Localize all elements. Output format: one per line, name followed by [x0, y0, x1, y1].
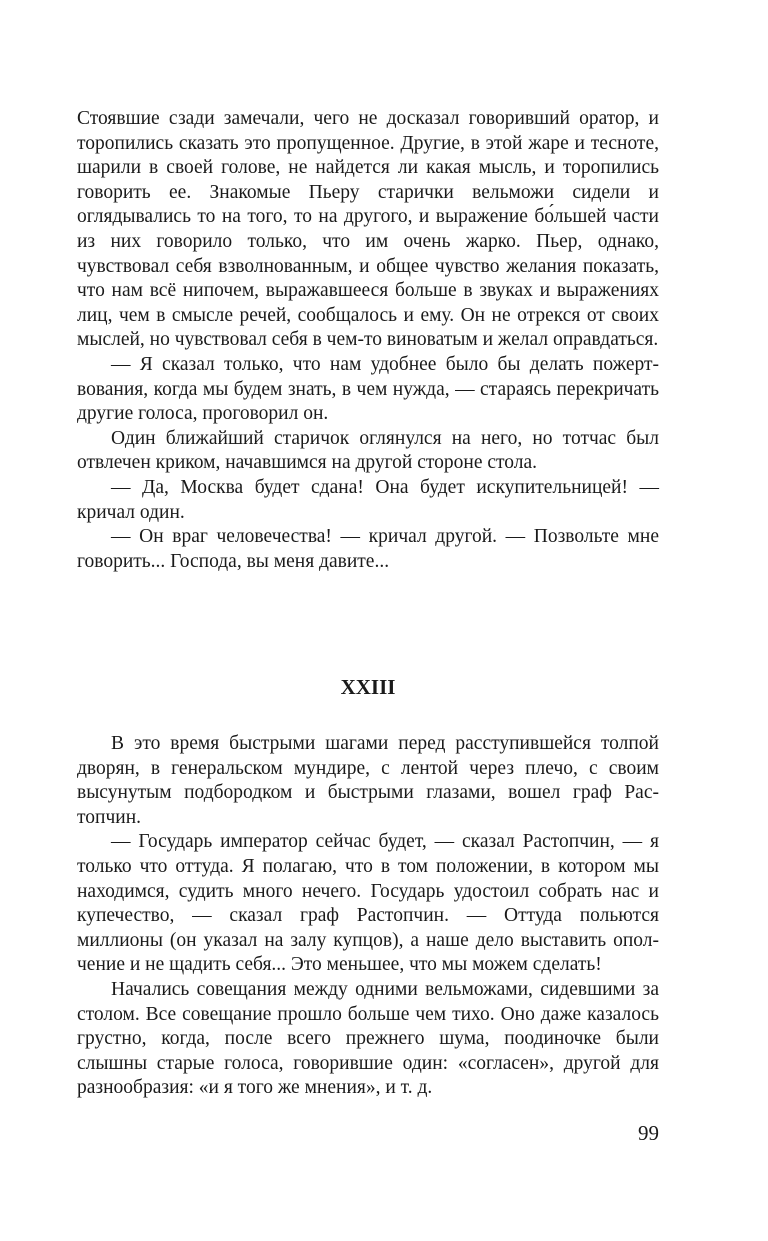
page-body — [77, 107, 659, 1099]
paragraph: Стоявшие сзади замечали, чего не досказал говоривший оратор, и торопились сказать это пропущенное. Другие, в этой жаре и тесноте, шарили в своей голове, не найдется ли какая мысль, и торопились говорить ее. Знакомые Пьеру старички вельможи сидели и оглядывались то на того, то на другого, и выражение бо́льшей части из них говорило только, что им очень жарко. Пьер, однако, чувствовал себя взволнованным, и общее чувство желания показать, что нам всё нипочем, выражавшееся больше в звуках и выражениях лиц, чем в смысле речей, сообщалось и ему. Он не отрекся от своих мыслей, но чувствовал себя в чем-то виноватым и желал оправдаться. — [77, 108, 659, 351]
paragraph: В это время быстрыми шагами перед расступившейся толпой дворян, в генеральском мундире, с лентой через плечо, с своим высунутым подбородком и быстрыми глазами, вошел граф Растопчин. — [77, 733, 659, 828]
paragraph: — Да, Москва будет сдана! Она будет искупительницей! — кричал один. — [77, 476, 659, 523]
paragraph: Начались совещания между одними вельможами, сидевшими за столом. Все совещание прошло больше чем тихо. Оно даже казалось грустно, когда, после всего прежнего шума, поодиночке были слышны старые голоса, говорившие один: «согласен», другой для разнообразия: «и я того же мнения», и т. д. — [77, 978, 659, 1099]
paragraph: Один ближайший старичок оглянулся на него, но тотчас был отвлечен криком, начавшимся на другой стороне стола. — [77, 427, 659, 474]
text-section-2 — [77, 732, 659, 1101]
page-number: 99 — [638, 1121, 659, 1145]
paragraph: — Государь император сейчас будет, — сказал Растопчин, — я только что оттуда. Я полагаю, что в том положении, в котором мы находимся, судить много нечего. Государь удостоил собрать нас и купечество, — сказал граф Растопчин. — Оттуда польются миллионы (он указал на залу купцов), а наше дело выставить ополчение и не щадить себя... Это меньшее, что мы можем сделать! — [77, 831, 659, 976]
chapter-title: XXIII — [340, 675, 396, 699]
paragraph: — Он враг человечества! — кричал другой. — Позвольте мне говорить... Господа, вы меня давите... — [77, 526, 659, 572]
paragraph: — Я сказал только, что нам удобнее было бы делать пожертвования, когда мы будем знать, в чем нужда, — стараясь перекричать другие голоса, проговорил он. — [77, 353, 659, 425]
text-section-1 — [77, 107, 659, 574]
